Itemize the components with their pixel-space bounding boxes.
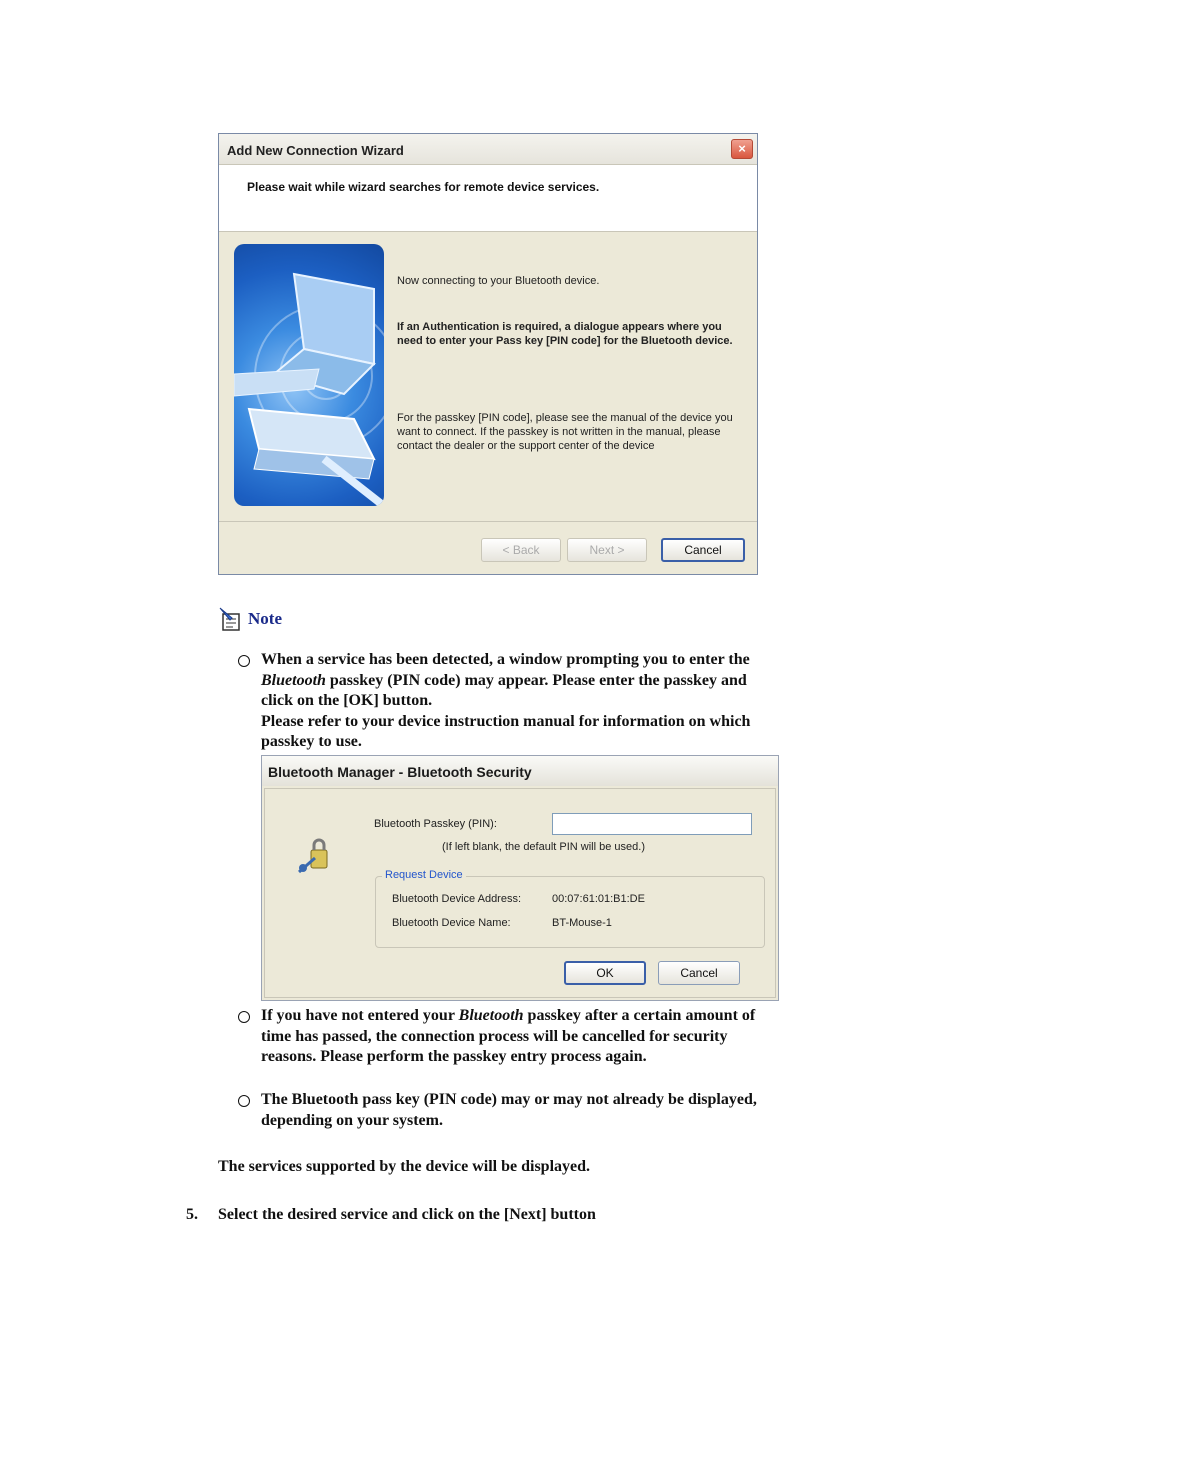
bullet-1-marker: [238, 655, 250, 667]
ok-button[interactable]: OK: [564, 961, 646, 985]
pin-label: Bluetooth Passkey (PIN):: [374, 818, 497, 830]
wizard-connecting-text: Now connecting to your Bluetooth device.: [397, 275, 600, 287]
step-text: Select the desired service and click on the [Next] button: [218, 1206, 596, 1223]
bullet-1-text: [261, 650, 861, 753]
note-label: Note: [248, 609, 282, 628]
bullet-2-italic: Bluetooth: [458, 1007, 524, 1024]
wizard-cancel-button[interactable]: Cancel: [661, 538, 745, 562]
note-icon: [218, 606, 244, 632]
bullet-3-marker: [238, 1095, 250, 1107]
bullet-3-line-1: The Bluetooth pass key (PIN code) may or may not already be displayed,: [261, 1091, 757, 1108]
bullet-2-line-1-a: If you have not entered your: [261, 1007, 459, 1024]
device-address-value: 00:07:61:01:B1:DE: [552, 893, 645, 905]
wizard-title: Add New Connection Wizard: [227, 143, 404, 158]
device-name-value: BT-Mouse-1: [552, 917, 612, 929]
security-cancel-button[interactable]: Cancel: [658, 961, 740, 985]
bluetooth-security-dialog: [261, 755, 779, 1001]
wizard-authentication-text: If an Authentication is required, a dialogue appears where you need to enter your Pass key [PIN code] for the Bluetooth device.: [397, 321, 733, 347]
wizard-header: [219, 165, 757, 232]
bullet-2-line-1: [261, 1006, 861, 1027]
bullet-1-line-4: Please refer to your device instruction manual for information on which: [261, 712, 751, 730]
bullet-2-marker: [238, 1011, 250, 1023]
bullet-2-line-2: time has passed, the connection process will be cancelled for security: [261, 1027, 728, 1045]
bullet-1-line-5: passkey to use.: [261, 733, 362, 750]
bluetooth-device-illustration: [234, 244, 384, 506]
pin-hint: (If left blank, the default PIN will be used.): [442, 841, 645, 853]
bullet-1-line-3: click on the [OK] button.: [261, 692, 433, 709]
bullet-1-italic: Bluetooth: [261, 671, 326, 689]
device-address-label: Bluetooth Device Address:: [392, 893, 522, 905]
security-title: Bluetooth Manager - Bluetooth Security: [268, 764, 532, 780]
wizard-divider: [219, 521, 757, 522]
pin-input[interactable]: [552, 813, 752, 835]
bullet-3-line-2: depending on your system.: [261, 1111, 443, 1129]
bullet-2-line-1-b: passkey after a certain amount of: [523, 1007, 756, 1024]
services-text: The services supported by the device will be displayed.: [218, 1158, 591, 1175]
bullet-1-line-2-rest: passkey (PIN code) may appear. Please enter the passkey and: [325, 671, 747, 689]
next-button[interactable]: Next >: [567, 538, 647, 562]
wizard-close-button[interactable]: ×: [731, 139, 753, 159]
bullet-3-text: [261, 1090, 861, 1131]
back-button[interactable]: < Back: [481, 538, 561, 562]
wizard-passkey-text: For the passkey [PIN code], please see the manual of the device you want to connect. If the passkey is not written in the manual, please contact the dealer or the support center of the device: [397, 412, 733, 452]
connection-wizard-window: [218, 133, 758, 575]
bullet-1-line-2: [261, 671, 861, 692]
request-device-title: Request Device: [382, 869, 466, 881]
key-lock-icon: [297, 836, 337, 881]
bullet-2-line-3: reasons. Please perform the passkey entry process again.: [261, 1048, 647, 1065]
security-title-bar: [262, 756, 778, 786]
step-number: 5.: [186, 1206, 198, 1223]
bullet-2-text: [261, 1006, 861, 1068]
request-device-group: [375, 876, 765, 948]
wizard-header-text: Please wait while wizard searches for remote device services.: [247, 180, 600, 194]
bullet-1-line-1: When a service has been detected, a window prompting you to enter the: [261, 651, 750, 668]
device-name-label: Bluetooth Device Name:: [392, 917, 511, 929]
wizard-title-bar: [219, 134, 757, 165]
